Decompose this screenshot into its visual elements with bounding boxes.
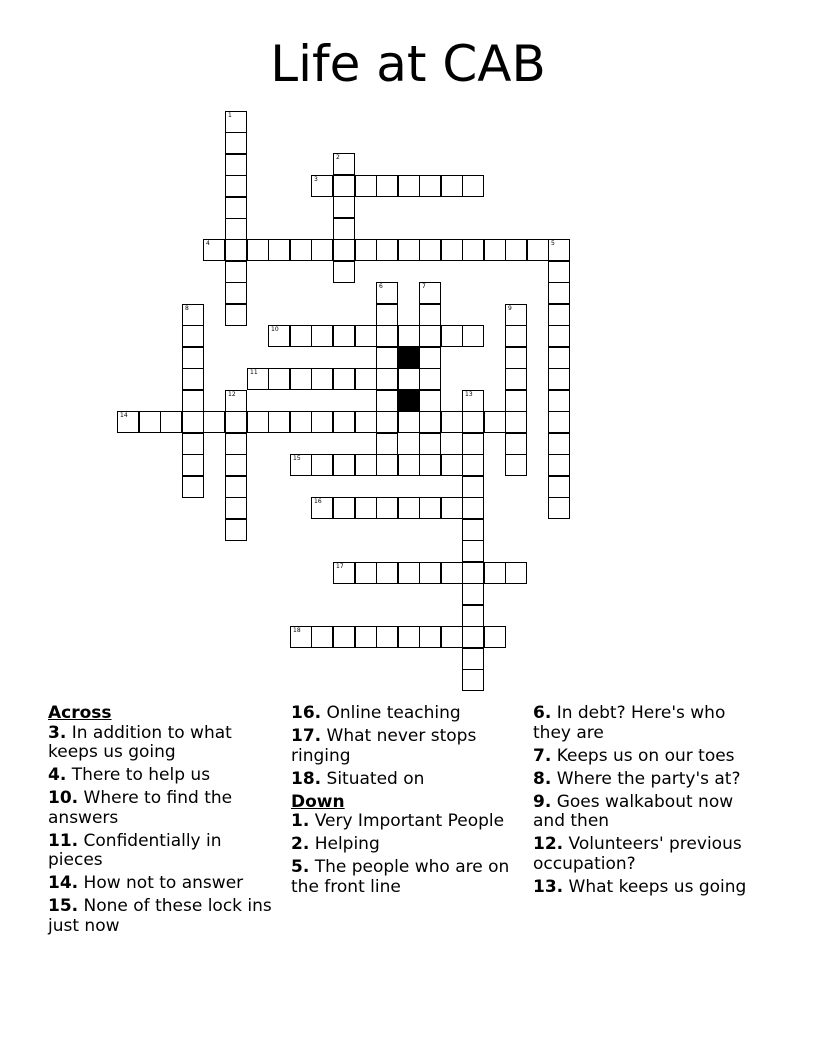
- crossword-cell[interactable]: [462, 648, 484, 670]
- crossword-cell[interactable]: [182, 433, 204, 455]
- crossword-cell[interactable]: [462, 497, 484, 519]
- clue-item: [291, 812, 523, 832]
- crossword-cell[interactable]: [355, 562, 377, 584]
- clue-text: Confidentially in pieces: [48, 830, 222, 870]
- crossword-cell[interactable]: [419, 239, 441, 261]
- clue-text: Where the party's at?: [556, 768, 741, 789]
- crossword-cell[interactable]: [398, 175, 420, 197]
- crossword-cell[interactable]: [268, 368, 290, 390]
- crossword-cell[interactable]: [419, 368, 441, 390]
- crossword-cell[interactable]: [398, 562, 420, 584]
- crossword-cell[interactable]: [505, 239, 527, 261]
- page-title: Life at CAB: [270, 35, 546, 93]
- crossword-cell[interactable]: [505, 390, 527, 412]
- crossword-cell[interactable]: [376, 368, 398, 390]
- clue-number: 16: [314, 498, 322, 505]
- clue-number: 17.: [291, 726, 322, 746]
- clue-number: 7: [422, 283, 426, 290]
- clue-number: 15: [293, 455, 301, 462]
- crossword-cell[interactable]: [311, 626, 333, 648]
- crossword-cell[interactable]: [548, 239, 570, 261]
- clue-text: In addition to what keeps us going: [48, 722, 232, 762]
- crossword-cell[interactable]: [160, 411, 182, 433]
- crossword-cell[interactable]: [225, 132, 247, 154]
- crossword-cell[interactable]: [225, 154, 247, 176]
- crossword-cell[interactable]: [376, 390, 398, 412]
- crossword-cell[interactable]: [376, 282, 398, 304]
- crossword-cell[interactable]: [355, 626, 377, 648]
- crossword-cell[interactable]: [548, 325, 570, 347]
- clue-text: The people who are on the front line: [291, 857, 510, 897]
- crossword-cell[interactable]: [505, 368, 527, 390]
- clue-text: None of these lock ins just now: [48, 896, 272, 936]
- crossword-cell[interactable]: [419, 175, 441, 197]
- crossword-cell[interactable]: [419, 304, 441, 326]
- crossword-cell[interactable]: [548, 304, 570, 326]
- crossword-cell[interactable]: [419, 282, 441, 304]
- crossword-cell[interactable]: [484, 562, 506, 584]
- crossword-cell[interactable]: [268, 325, 290, 347]
- crossword-cell[interactable]: [333, 153, 355, 175]
- crossword-cell[interactable]: [333, 239, 355, 261]
- crossword-cell[interactable]: [505, 562, 527, 584]
- crossword-cell[interactable]: [247, 411, 269, 433]
- clue-number: 12.: [533, 834, 564, 854]
- crossword-cell[interactable]: [548, 411, 570, 433]
- crossword-cell[interactable]: [376, 304, 398, 326]
- crossword-cell[interactable]: [311, 239, 333, 261]
- clue-number: 2.: [291, 834, 310, 854]
- across-clue-list-continued: [291, 704, 523, 789]
- crossword-cell[interactable]: [311, 368, 333, 390]
- crossword-cell[interactable]: [333, 196, 355, 218]
- crossword-cell[interactable]: [505, 347, 527, 369]
- crossword-cell[interactable]: [398, 497, 420, 519]
- crossword-cell[interactable]: [182, 454, 204, 476]
- crossword-cell[interactable]: [311, 175, 333, 197]
- clue-number: 1: [228, 112, 232, 119]
- crossword-cell[interactable]: [376, 454, 398, 476]
- crossword-cell[interactable]: [505, 411, 527, 433]
- crossword-cell[interactable]: [462, 454, 484, 476]
- crossword-cell[interactable]: [419, 433, 441, 455]
- crossword-cell[interactable]: [376, 626, 398, 648]
- crossword-cell[interactable]: [355, 454, 377, 476]
- clue-number: 7.: [533, 745, 552, 766]
- crossword-cell[interactable]: [548, 476, 570, 498]
- crossword-cell[interactable]: [290, 454, 312, 476]
- crossword-cell[interactable]: [376, 325, 398, 347]
- clue-number: 13.: [533, 876, 564, 897]
- crossword-cell[interactable]: [225, 390, 247, 412]
- crossword-cell[interactable]: [398, 239, 420, 261]
- crossword-cell[interactable]: [225, 519, 247, 541]
- crossword-cell[interactable]: [290, 368, 312, 390]
- crossword-cell[interactable]: [225, 261, 247, 283]
- crossword-cell[interactable]: [355, 239, 377, 261]
- crossword-cell[interactable]: [225, 433, 247, 455]
- crossword-cell[interactable]: [462, 605, 484, 627]
- crossword-cell[interactable]: [462, 390, 484, 412]
- crossword-cell[interactable]: [441, 411, 463, 433]
- clue-item: [533, 704, 765, 743]
- clue-number: 8: [185, 305, 189, 312]
- clue-number: 5.: [291, 857, 310, 877]
- clue-item: [48, 766, 280, 786]
- across-heading: Across: [48, 703, 112, 723]
- crossword-cell[interactable]: [333, 562, 355, 584]
- clue-number: 4.: [48, 765, 67, 785]
- crossword-cell[interactable]: [376, 562, 398, 584]
- clue-text: Online teaching: [326, 703, 461, 723]
- crossword-cell[interactable]: [548, 433, 570, 455]
- clue-text: Keeps us on our toes: [556, 745, 735, 766]
- crossword-cell[interactable]: [505, 454, 527, 476]
- crossword-cell[interactable]: [290, 411, 312, 433]
- crossword-cell[interactable]: [182, 368, 204, 390]
- crossword-cell[interactable]: [311, 325, 333, 347]
- crossword-cell[interactable]: [398, 411, 420, 433]
- crossword-cell[interactable]: [462, 669, 484, 691]
- clue-number: 6: [379, 283, 383, 290]
- clue-number: 13: [465, 391, 473, 398]
- crossword-cell[interactable]: [462, 583, 484, 605]
- crossword-cell[interactable]: [182, 390, 204, 412]
- clue-text: What keeps us going: [568, 876, 747, 897]
- clue-item: [48, 724, 280, 763]
- clue-number: 10: [271, 326, 279, 333]
- clue-number: 9: [508, 305, 512, 312]
- clue-number: 17: [336, 563, 344, 570]
- clue-number: 11.: [48, 830, 79, 851]
- down-clue-list: [291, 812, 523, 897]
- crossword-cell[interactable]: [268, 411, 290, 433]
- crossword-cell[interactable]: [548, 347, 570, 369]
- crossword-cell[interactable]: [462, 476, 484, 498]
- clue-number: 3.: [48, 722, 67, 743]
- crossword-cell[interactable]: [333, 368, 355, 390]
- clue-item: [533, 793, 765, 832]
- crossword-cell[interactable]: [462, 175, 484, 197]
- clue-number: 14.: [48, 873, 79, 893]
- crossword-cell[interactable]: [311, 454, 333, 476]
- clue-number: 2: [336, 154, 340, 161]
- crossword-cell[interactable]: [548, 368, 570, 390]
- crossword-cell[interactable]: [182, 411, 204, 433]
- crossword-cell[interactable]: [462, 540, 484, 562]
- crossword-cell[interactable]: [376, 411, 398, 433]
- down-heading: Down: [291, 791, 345, 812]
- clue-number: 15.: [48, 896, 79, 916]
- crossword-cell[interactable]: [355, 411, 377, 433]
- crossword-cell[interactable]: [376, 347, 398, 369]
- clue-item: [291, 858, 523, 897]
- crossword-cell[interactable]: [355, 175, 377, 197]
- crossword-cell[interactable]: [225, 476, 247, 498]
- clue-number: 12: [228, 391, 236, 398]
- clue-number: 16.: [291, 703, 322, 723]
- crossword-cell[interactable]: [419, 497, 441, 519]
- crossword-cell[interactable]: [225, 218, 247, 240]
- crossword-cell[interactable]: [225, 304, 247, 326]
- clue-text: Very Important People: [314, 811, 505, 831]
- crossword-cell[interactable]: [548, 390, 570, 412]
- clue-item: [291, 727, 523, 766]
- crossword-cell[interactable]: [225, 282, 247, 304]
- crossword-cell[interactable]: [311, 411, 333, 433]
- crossword-cell[interactable]: [462, 562, 484, 584]
- clues-column-1: [48, 704, 280, 940]
- crossword-cell[interactable]: [462, 325, 484, 347]
- crossword-cell[interactable]: [290, 626, 312, 648]
- crossword-cell[interactable]: [462, 626, 484, 648]
- crossword-cell[interactable]: [441, 175, 463, 197]
- crossword-cell[interactable]: [290, 325, 312, 347]
- crossword-cell[interactable]: [398, 368, 420, 390]
- crossword-cell[interactable]: [225, 197, 247, 219]
- crossword-cell[interactable]: [548, 282, 570, 304]
- clue-text: How not to answer: [83, 873, 244, 893]
- crossword-cell[interactable]: [419, 626, 441, 648]
- crossword-cell[interactable]: [441, 562, 463, 584]
- clue-number: 18: [293, 627, 301, 634]
- crossword-cell[interactable]: [419, 411, 441, 433]
- crossword-cell[interactable]: [203, 239, 225, 261]
- crossword-cell[interactable]: [419, 325, 441, 347]
- crossword-cell[interactable]: [527, 239, 549, 261]
- clue-number: 5: [551, 240, 555, 247]
- clue-item: [48, 874, 280, 894]
- black-square: [398, 347, 420, 369]
- crossword-cell[interactable]: [225, 411, 247, 433]
- crossword-cell[interactable]: [225, 454, 247, 476]
- crossword-cell[interactable]: [225, 111, 247, 133]
- crossword-cell[interactable]: [462, 411, 484, 433]
- crossword-cell[interactable]: [441, 325, 463, 347]
- clue-item: [533, 878, 765, 898]
- crossword-cell[interactable]: [333, 175, 355, 197]
- crossword-cell[interactable]: [290, 239, 312, 261]
- crossword-cell[interactable]: [505, 433, 527, 455]
- crossword-cell[interactable]: [548, 454, 570, 476]
- crossword-cell[interactable]: [355, 368, 377, 390]
- clue-item: [48, 789, 280, 828]
- clue-text: In debt? Here's who they are: [533, 703, 726, 743]
- crossword-cell[interactable]: [462, 239, 484, 261]
- crossword-cell[interactable]: [247, 239, 269, 261]
- clue-text: Volunteers' previous occupation?: [533, 834, 742, 874]
- crossword-cell[interactable]: [376, 433, 398, 455]
- across-clue-list: [48, 724, 280, 937]
- clue-item: [533, 835, 765, 874]
- crossword-cell[interactable]: [462, 433, 484, 455]
- crossword-cell[interactable]: [441, 239, 463, 261]
- clue-text: Situated on: [326, 768, 425, 789]
- clue-text: Helping: [314, 834, 380, 854]
- crossword-cell[interactable]: [376, 175, 398, 197]
- clue-number: 8.: [533, 768, 552, 789]
- crossword-cell[interactable]: [398, 626, 420, 648]
- clue-number: 9.: [533, 791, 552, 812]
- clue-text: There to help us: [71, 765, 211, 785]
- clue-item: [48, 832, 280, 871]
- crossword-cell[interactable]: [139, 411, 161, 433]
- crossword-cell[interactable]: [117, 411, 139, 433]
- clue-number: 3: [314, 176, 318, 183]
- crossword-cell[interactable]: [419, 562, 441, 584]
- crossword-cell[interactable]: [333, 454, 355, 476]
- crossword-cell[interactable]: [225, 497, 247, 519]
- clues-column-2: [291, 704, 523, 901]
- crossword-cell[interactable]: [182, 304, 204, 326]
- clue-number: 10.: [48, 788, 79, 808]
- crossword-cell[interactable]: [182, 325, 204, 347]
- crossword-cell[interactable]: [398, 454, 420, 476]
- crossword-cell[interactable]: [333, 411, 355, 433]
- crossword-cell[interactable]: [398, 325, 420, 347]
- clue-item: [533, 770, 765, 790]
- crossword-cell[interactable]: [333, 325, 355, 347]
- crossword-cell[interactable]: [419, 390, 441, 412]
- clue-number: 1.: [291, 811, 310, 831]
- clue-number: 18.: [291, 768, 322, 789]
- crossword-cell[interactable]: [484, 239, 506, 261]
- crossword-cell[interactable]: [355, 497, 377, 519]
- crossword-cell[interactable]: [333, 261, 355, 283]
- clue-item: [291, 770, 523, 790]
- crossword-cell[interactable]: [505, 304, 527, 326]
- clue-item: [533, 747, 765, 767]
- crossword-cell[interactable]: [419, 454, 441, 476]
- clue-number: 14: [120, 412, 128, 419]
- crossword-cell[interactable]: [268, 239, 290, 261]
- crossword-cell[interactable]: [462, 519, 484, 541]
- crossword-cell[interactable]: [441, 497, 463, 519]
- crossword-cell[interactable]: [484, 626, 506, 648]
- clue-item: [291, 835, 523, 855]
- crossword-cell[interactable]: [182, 347, 204, 369]
- crossword-cell[interactable]: [419, 347, 441, 369]
- crossword-cell[interactable]: [441, 626, 463, 648]
- black-square: [398, 390, 420, 412]
- crossword-cell[interactable]: [548, 261, 570, 283]
- crossword-cell[interactable]: [376, 497, 398, 519]
- clue-number: 4: [206, 240, 210, 247]
- crossword-cell[interactable]: [333, 218, 355, 240]
- crossword-cell[interactable]: [355, 325, 377, 347]
- clue-item: [48, 897, 280, 936]
- clue-number: 6.: [533, 703, 552, 723]
- crossword-cell[interactable]: [333, 626, 355, 648]
- crossword-cell[interactable]: [203, 411, 225, 433]
- crossword-cell[interactable]: [333, 497, 355, 519]
- crossword-cell[interactable]: [548, 497, 570, 519]
- crossword-cell[interactable]: [225, 175, 247, 197]
- crossword-cell[interactable]: [484, 411, 506, 433]
- crossword-cell[interactable]: [441, 454, 463, 476]
- clue-text: Where to find the answers: [48, 788, 233, 828]
- crossword-cell[interactable]: [311, 497, 333, 519]
- crossword-cell[interactable]: [225, 239, 247, 261]
- down-clue-list-continued: [533, 704, 765, 897]
- clue-text: What never stops ringing: [291, 726, 477, 766]
- crossword-cell[interactable]: [376, 239, 398, 261]
- clue-item: [291, 704, 523, 724]
- crossword-cell[interactable]: [505, 325, 527, 347]
- crossword-cell[interactable]: [182, 476, 204, 498]
- clue-number: 11: [250, 369, 258, 376]
- clues-column-3: [533, 704, 765, 901]
- clue-text: Goes walkabout now and then: [533, 791, 734, 831]
- crossword-cell[interactable]: [247, 368, 269, 390]
